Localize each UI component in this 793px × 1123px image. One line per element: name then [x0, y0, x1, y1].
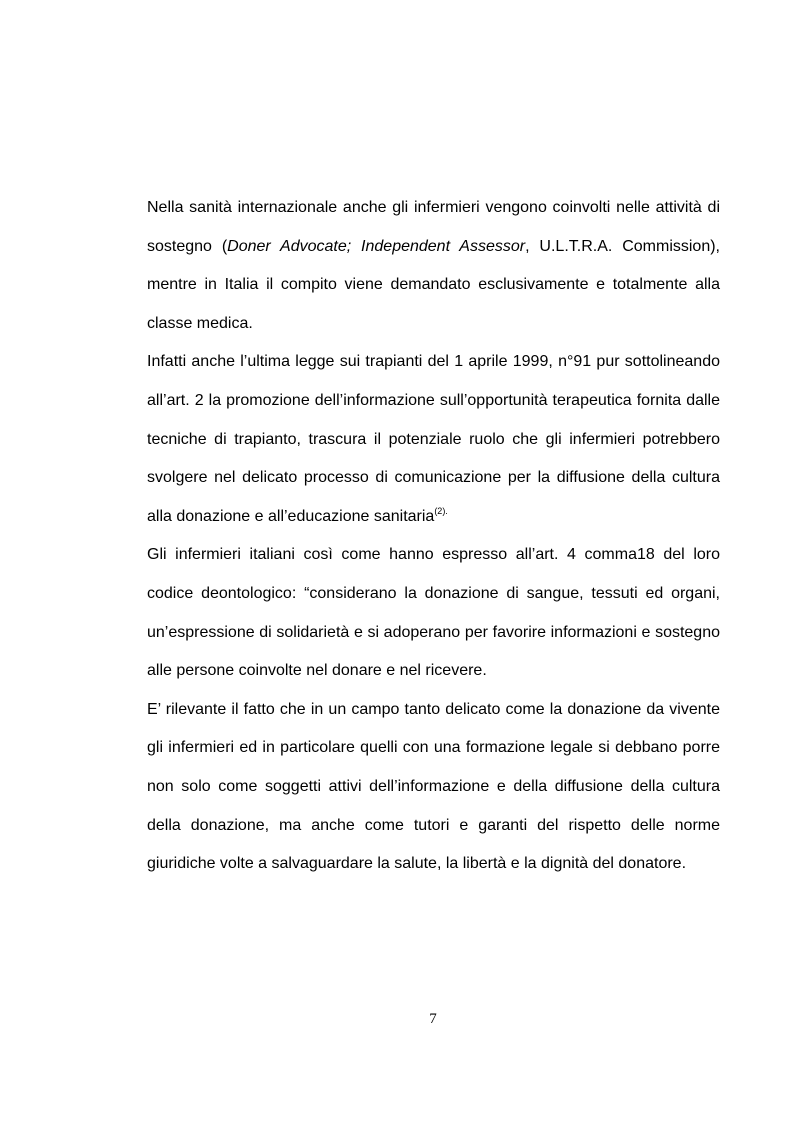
paragraph-4-text: E’ rilevante il fatto che in un campo tanto delicato come la donazione da vivente gli infermieri ed in particolare quelli con una formazione legale si debbano porre non solo come soggetti attivi dell’informazione e della diffusione della cultura della donazione, ma anche come tutori e garanti del rispetto delle norme giuridiche volte a salvaguardare la salute, la libertà e la dignità del donatore. — [147, 700, 720, 873]
paragraph-3-text: Gli infermieri italiani così come hanno espresso all’art. 4 comma18 del loro codice deontologico: “considerano la donazione di sangue, tessuti ed organi, un’espressione di solidarietà e si adoperano per favorire informazioni e sostegno alle persone coinvolte nel donare e nel ricevere. — [147, 546, 720, 680]
paragraph-4 — [147, 691, 720, 884]
body-text — [147, 189, 720, 884]
page-number: 7 — [429, 1011, 437, 1027]
footnote-reference: (2). — [434, 505, 448, 516]
paragraph-1-text-end: , U.L.T.R.A. Commission), mentre in Italia il compito viene demandato esclusivamente e totalmente alla classe medica. — [147, 237, 721, 332]
paragraph-1 — [147, 189, 720, 343]
paragraph-2 — [147, 343, 720, 536]
paragraph-3 — [147, 536, 720, 690]
paragraph-1-text-start: Nella sanità internazionale anche gli infermieri vengono coinvolti nelle attività di sostegno ( — [147, 199, 720, 255]
paragraph-2-text: Infatti anche l’ultima legge sui trapianti del 1 aprile 1999, n°91 pur sottolineando all’art. 2 la promozione dell’informazione sull’opportunità terapeutica fornita dalle tecniche di trapianto, trascura il potenziale ruolo che gli infermieri potrebbero svolgere nel delicato processo di comunicazione per la diffusione della cultura alla donazione e all’educazione sanitaria — [147, 353, 720, 525]
paragraph-1-italic-names: Doner Advocate; Independent Assessor — [227, 237, 526, 255]
